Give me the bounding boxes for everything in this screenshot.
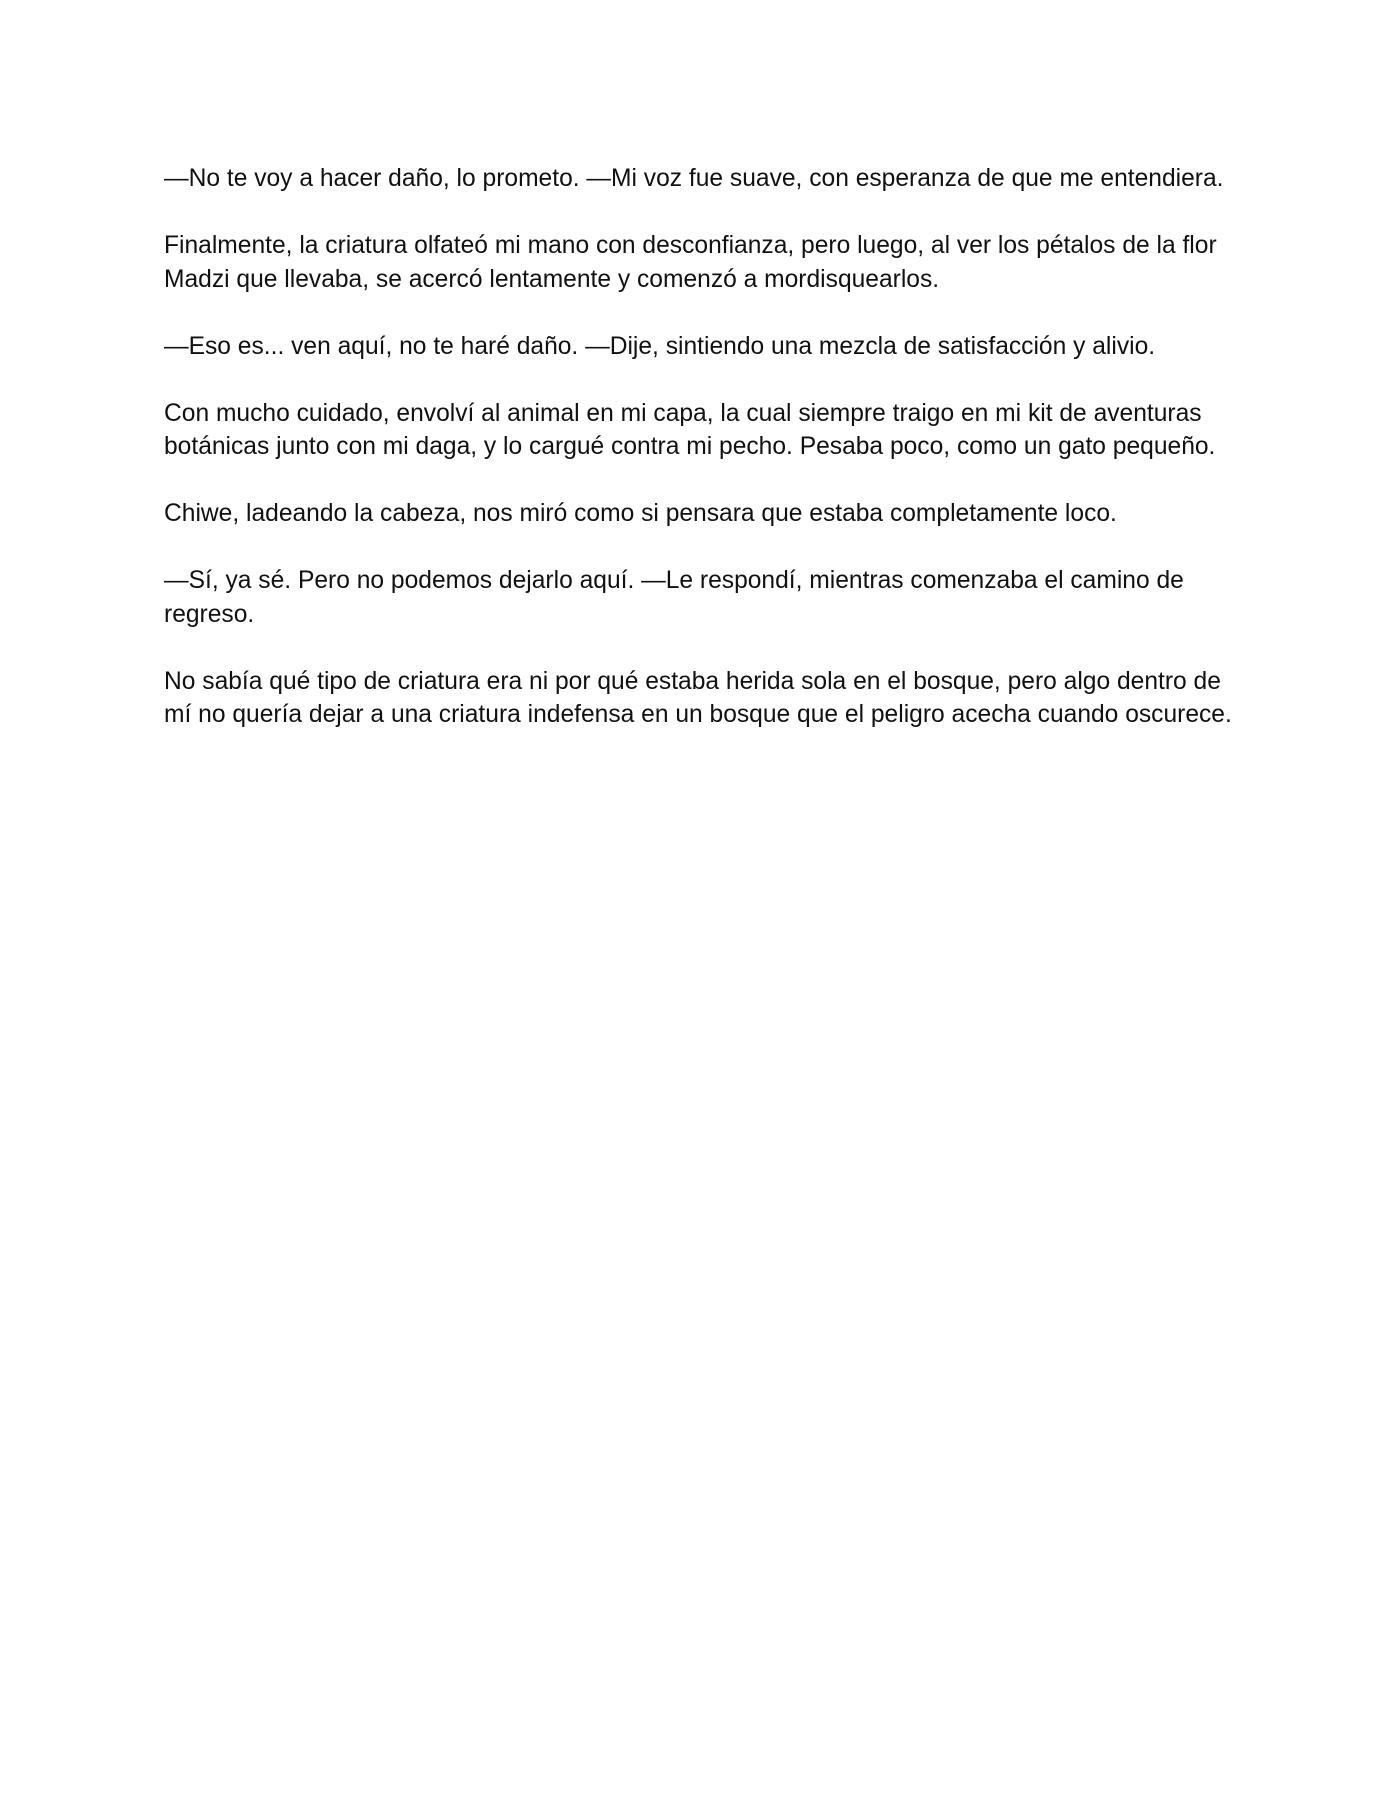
paragraph-1: —No te voy a hacer daño, lo prometo. —Mi voz fue suave, con esperanza de que me entendiera.	[164, 165, 1224, 192]
paragraph-6: —Sí, ya sé. Pero no podemos dejarlo aquí. —Le respondí, mientras comenzaba el camino de regreso.	[164, 567, 1184, 628]
paragraph-2: Finalmente, la criatura olfateó mi mano con desconfianza, pero luego, al ver los pétalos de la flor Madzi que llevaba, se acercó lentamente y comenzó a mordisquearlos.	[164, 232, 1217, 293]
paragraph-7: No sabía qué tipo de criatura era ni por qué estaba herida sola en el bosque, pero algo dentro de mí no quería dejar a una criatura indefensa en un bosque que el peligro acecha cuando oscurece.	[164, 667, 1232, 728]
document-body	[164, 162, 1244, 765]
paragraph-3: —Eso es... ven aquí, no te haré daño. —Dije, sintiendo una mezcla de satisfacción y alivio.	[164, 332, 1156, 360]
paragraph-5: Chiwe, ladeando la cabeza, nos miró como si pensara que estaba completamente loco.	[164, 500, 1117, 527]
paragraph-4: Con mucho cuidado, envolví al animal en mi capa, la cual siempre traigo en mi kit de aventuras botánicas junto con mi daga, y lo cargué contra mi pecho. Pesaba poco, como un gato pequeño.	[164, 399, 1216, 460]
